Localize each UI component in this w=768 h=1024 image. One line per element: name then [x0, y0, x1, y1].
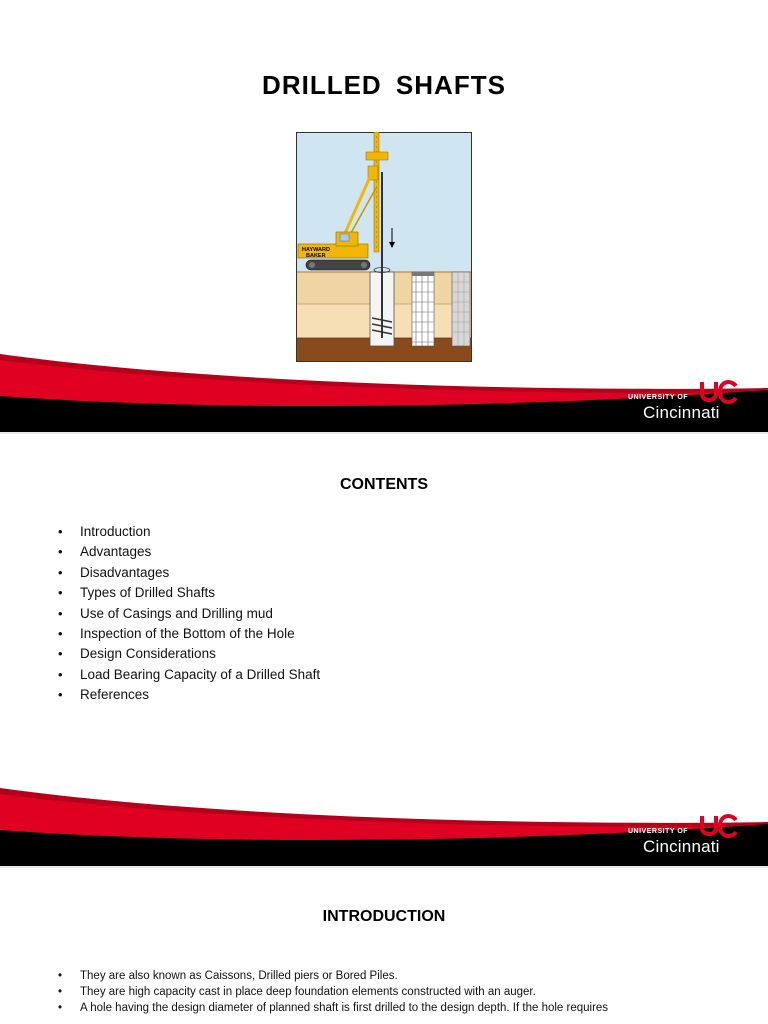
- logo-university-of: UNIVERSITY OF: [628, 394, 689, 401]
- university-logo: [628, 820, 746, 860]
- list-item: • Types of Drilled Shafts: [58, 583, 320, 603]
- drilled-shaft-illustration: [296, 132, 472, 362]
- list-item: • They are high capacity cast in place deep foundation elements constructed with an auger.: [58, 984, 738, 1000]
- slide-title-page: [0, 0, 768, 432]
- contents-list: [58, 522, 320, 706]
- uc-mark-icon: [698, 812, 740, 840]
- slide-contents: [0, 434, 768, 866]
- logo-university-of: UNIVERSITY OF: [628, 828, 689, 835]
- list-item: • Disadvantages: [58, 563, 320, 583]
- slide-title: DRILLED SHAFTS: [262, 70, 506, 100]
- rig-label-2: BAKER: [306, 253, 326, 259]
- list-item: • Design Considerations: [58, 644, 320, 664]
- slide-introduction: [0, 868, 768, 1024]
- uc-mark-icon: [698, 378, 740, 406]
- list-item: • Load Bearing Capacity of a Drilled Shaft: [58, 665, 320, 685]
- slide-title: CONTENTS: [340, 476, 428, 493]
- slide-title: INTRODUCTION: [322, 908, 446, 925]
- list-item: • Advantages: [58, 542, 320, 562]
- introduction-list: [58, 968, 738, 1016]
- university-logo: [628, 386, 746, 426]
- list-item: • References: [58, 685, 320, 705]
- list-item: • They are also known as Caissons, Drilled piers or Bored Piles.: [58, 968, 738, 984]
- rig-label-1: HAYWARD: [302, 247, 330, 253]
- list-item: • A hole having the design diameter of planned shaft is first drilled to the design depth. If the hole requires: [58, 1000, 738, 1016]
- logo-name: Cincinnati: [643, 837, 720, 856]
- list-item: • Inspection of the Bottom of the Hole: [58, 624, 320, 644]
- list-item: • Introduction: [58, 522, 320, 542]
- list-item: • Use of Casings and Drilling mud: [58, 604, 320, 624]
- logo-name: Cincinnati: [643, 403, 720, 422]
